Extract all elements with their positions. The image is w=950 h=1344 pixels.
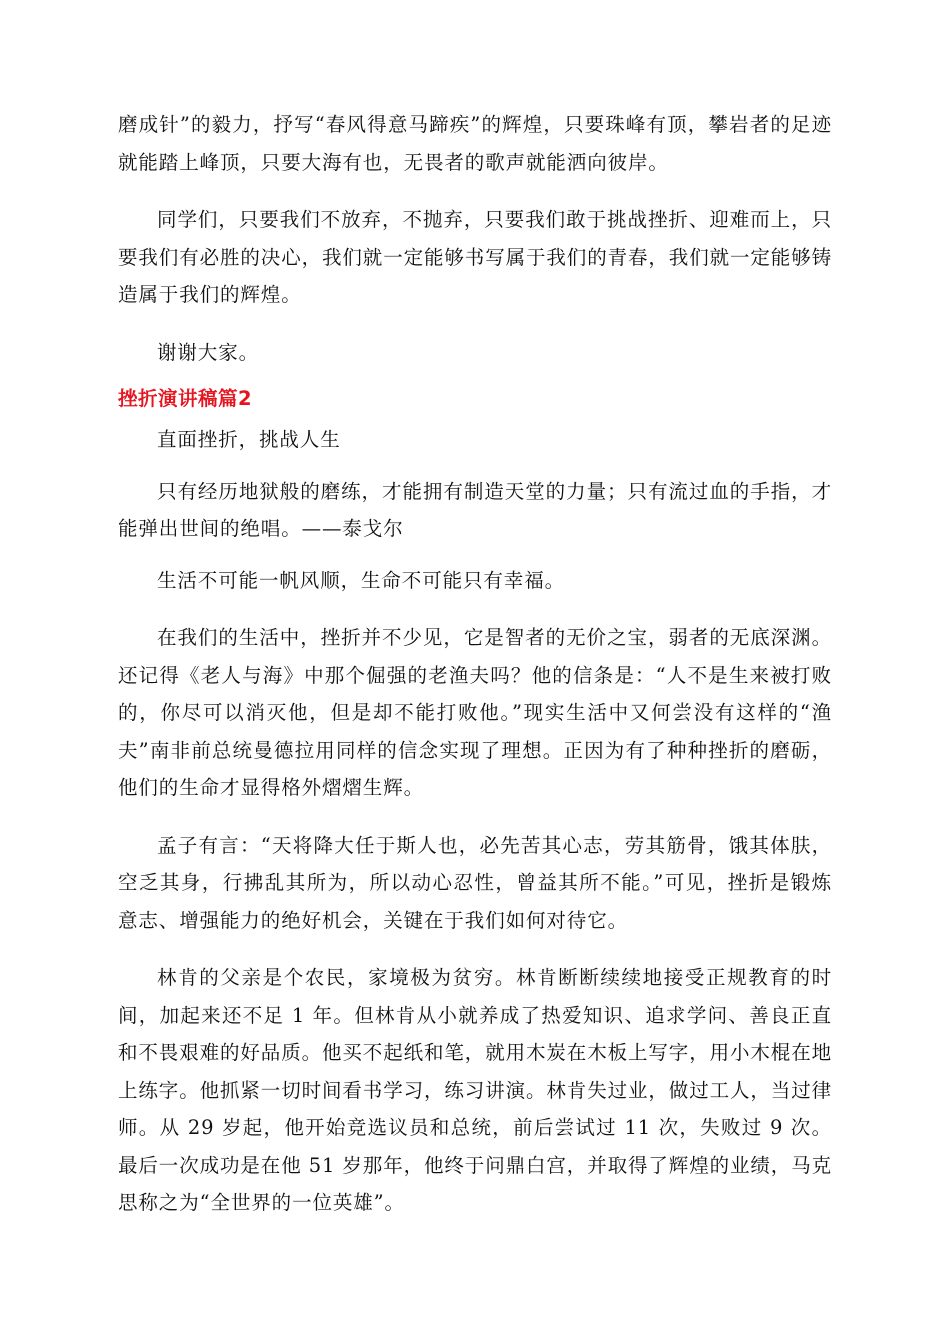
paragraph: 生活不可能一帆风顺，生命不可能只有幸福。 [157,568,566,592]
paragraph-title: 直面挫折，挑战人生 [157,428,341,451]
paragraph: 在我们的生活中，挫折并不少见，它是智者的无价之宝，弱者的无底深渊。还记得《老人与海》中那个倔强的老渔夫吗？他的信条是：“人不是生来被打败的，你尽可以消灭他，但是却不能打败他。”现实生活中又何尝没有这样的“渔夫”南非前总统曼德拉用同样的信念实现了理想。正因为有了种种挫折的磨砺，他们的生命才显得格外熠熠生辉。 [118,626,832,799]
paragraph-continued: 磨成针”的毅力，抒写“春风得意马蹄疾”的辉煌，只要珠峰有顶，攀岩者的足迹就能踏上峰顶，只要大海有也，无畏者的歌声就能洒向彼岸。 [118,113,832,174]
paragraph: 林肯的父亲是个农民，家境极为贫穷。林肯断断续续地接受正规教育的时间，加起来还不足 1 年。但林肯从小就养成了热爱知识、追求学问、善良正直和不畏艰难的好品质。他买不起纸和笔，就用木炭在木板上写字，用小木棍在地上练字。他抓紧一切时间看书学习，练习讲演。林肯失过业，做过工人，当过律师。从 29 岁起，他开始竞选议员和总统，前后尝试过 11 次，失败过 9 次。最后一次成功是在他 51 岁那年，他终于问鼎白宫，并取得了辉煌的业绩，马克思称之为“全世界的一位英雄”。 [118,966,833,1214]
section-heading: 挫折演讲稿篇2 [118,387,253,410]
paragraph: 同学们，只要我们不放弃，不抛弃，只要我们敢于挑战挫折、迎难而上，只要我们有必胜的决心，我们就一定能够书写属于我们的青春，我们就一定能够铸造属于我们的辉煌。 [118,208,833,306]
paragraph-thanks: 谢谢大家。 [157,340,260,364]
paragraph-quote: 只有经历地狱般的磨练，才能拥有制造天堂的力量；只有流过血的手指，才能弹出世间的绝唱。——泰戈尔 [118,479,832,540]
paragraph: 孟子有言：“天将降大任于斯人也，必先苦其心志，劳其筋骨，饿其体肤，空乏其身，行拂乱其所为，所以动心忍性，曾益其所不能。”可见，挫折是锻炼意志、增强能力的绝好机会，关键在于我们如何对待它。 [118,833,832,932]
